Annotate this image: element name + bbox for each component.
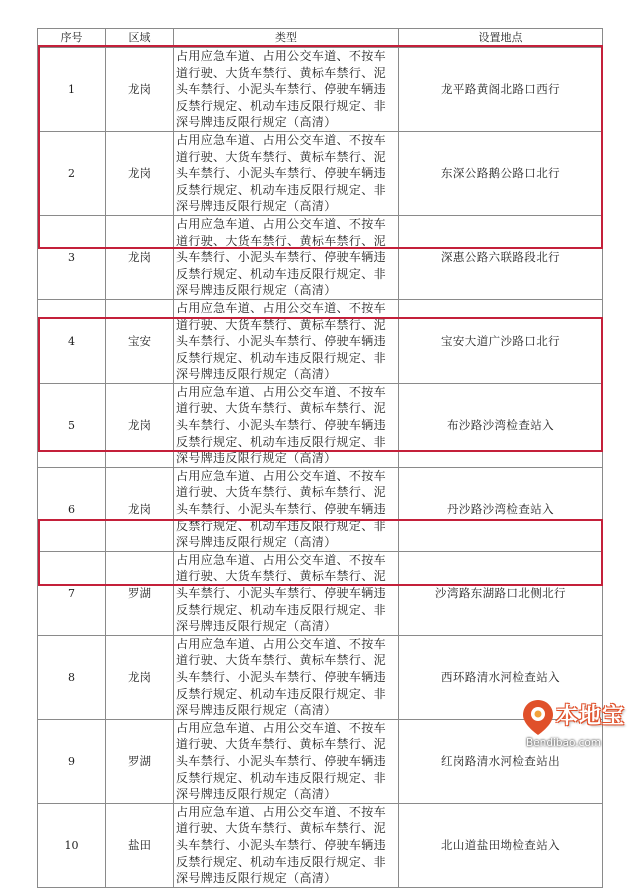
cell-no: 4 — [38, 299, 106, 383]
bendibao-watermark — [518, 695, 636, 751]
cell-area: 龙岗 — [106, 383, 174, 467]
cell-type: 占用应急车道、占用公交车道、不按车道行驶、大货车禁行、黄标车禁行、泥头车禁行、小泥头车禁行、停驶车辆违反禁行规定、机动车违反限行规定、非深号牌违反限行规定（高清） — [174, 131, 399, 215]
table-row — [38, 48, 603, 132]
cell-type: 占用应急车道、占用公交车道、不按车道行驶、大货车禁行、黄标车禁行、泥头车禁行、小泥头车禁行、停驶车辆违反禁行规定、机动车违反限行规定、非深号牌违反限行规定（高清） — [174, 719, 399, 803]
cell-type: 占用应急车道、占用公交车道、不按车道行驶、大货车禁行、黄标车禁行、泥头车禁行、小泥头车禁行、停驶车辆违反禁行规定、机动车违反限行规定、非深号牌违反限行规定（高清） — [174, 467, 399, 551]
cell-area: 盐田 — [106, 803, 174, 887]
cell-location: 布沙路沙湾检查站入 — [399, 383, 603, 467]
cell-type: 占用应急车道、占用公交车道、不按车道行驶、大货车禁行、黄标车禁行、泥头车禁行、小泥头车禁行、停驶车辆违反禁行规定、机动车违反限行规定、非深号牌违反限行规定（高清） — [174, 803, 399, 887]
cell-type: 占用应急车道、占用公交车道、不按车道行驶、大货车禁行、黄标车禁行、泥头车禁行、小泥头车禁行、停驶车辆违反禁行规定、机动车违反限行规定、非深号牌违反限行规定（高清） — [174, 299, 399, 383]
table-row — [38, 803, 603, 887]
cell-no: 3 — [38, 215, 106, 299]
cell-location: 沙湾路东湖路口北侧北行 — [399, 551, 603, 635]
cell-area: 龙岗 — [106, 635, 174, 719]
cell-no: 5 — [38, 383, 106, 467]
cell-area: 龙岗 — [106, 48, 174, 132]
table-row — [38, 467, 603, 551]
cell-location: 深惠公路六联路段北行 — [399, 215, 603, 299]
cell-type: 占用应急车道、占用公交车道、不按车道行驶、大货车禁行、黄标车禁行、泥头车禁行、小泥头车禁行、停驶车辆违反禁行规定、机动车违反限行规定、非深号牌违反限行规定（高清） — [174, 551, 399, 635]
cell-location: 东深公路鹅公路口北行 — [399, 131, 603, 215]
cell-location: 丹沙路沙湾检查站入 — [399, 467, 603, 551]
header-no: 序号 — [38, 29, 106, 48]
table-header-row — [38, 29, 603, 48]
cell-area: 罗湖 — [106, 719, 174, 803]
header-location: 设置地点 — [399, 29, 603, 48]
cell-type: 占用应急车道、占用公交车道、不按车道行驶、大货车禁行、黄标车禁行、泥头车禁行、小泥头车禁行、停驶车辆违反禁行规定、机动车违反限行规定、非深号牌违反限行规定（高清） — [174, 383, 399, 467]
cell-location: 西环路清水河检查站入 — [399, 635, 603, 719]
traffic-camera-table — [37, 28, 603, 888]
cell-no: 9 — [38, 719, 106, 803]
cell-no: 1 — [38, 48, 106, 132]
cell-area: 龙岗 — [106, 215, 174, 299]
cell-no: 10 — [38, 803, 106, 887]
table-row — [38, 383, 603, 467]
cell-area: 龙岗 — [106, 131, 174, 215]
cell-no: 7 — [38, 551, 106, 635]
table-row — [38, 131, 603, 215]
header-type: 类型 — [174, 29, 399, 48]
cell-location: 龙平路黄阁北路口西行 — [399, 48, 603, 132]
location-pin-icon — [518, 697, 558, 737]
table-row — [38, 299, 603, 383]
cell-location: 宝安大道广沙路口北行 — [399, 299, 603, 383]
watermark-title: 本地宝 — [556, 704, 626, 729]
table-row — [38, 215, 603, 299]
cell-location: 红岗路清水河检查站出 — [399, 719, 603, 803]
cell-no: 2 — [38, 131, 106, 215]
cell-type: 占用应急车道、占用公交车道、不按车道行驶、大货车禁行、黄标车禁行、泥头车禁行、小泥头车禁行、停驶车辆违反禁行规定、机动车违反限行规定、非深号牌违反限行规定（高清） — [174, 215, 399, 299]
cell-no: 8 — [38, 635, 106, 719]
cell-no: 6 — [38, 467, 106, 551]
cell-area: 宝安 — [106, 299, 174, 383]
table-row — [38, 551, 603, 635]
cell-area: 罗湖 — [106, 551, 174, 635]
watermark-url: Bendibao.com — [526, 737, 602, 749]
cell-type: 占用应急车道、占用公交车道、不按车道行驶、大货车禁行、黄标车禁行、泥头车禁行、小泥头车禁行、停驶车辆违反禁行规定、机动车违反限行规定、非深号牌违反限行规定（高清） — [174, 635, 399, 719]
cell-area: 龙岗 — [106, 467, 174, 551]
header-area: 区域 — [106, 29, 174, 48]
cell-type: 占用应急车道、占用公交车道、不按车道行驶、大货车禁行、黄标车禁行、泥头车禁行、小泥头车禁行、停驶车辆违反禁行规定、机动车违反限行规定、非深号牌违反限行规定（高清） — [174, 48, 399, 132]
cell-location: 北山道盐田坳检查站入 — [399, 803, 603, 887]
